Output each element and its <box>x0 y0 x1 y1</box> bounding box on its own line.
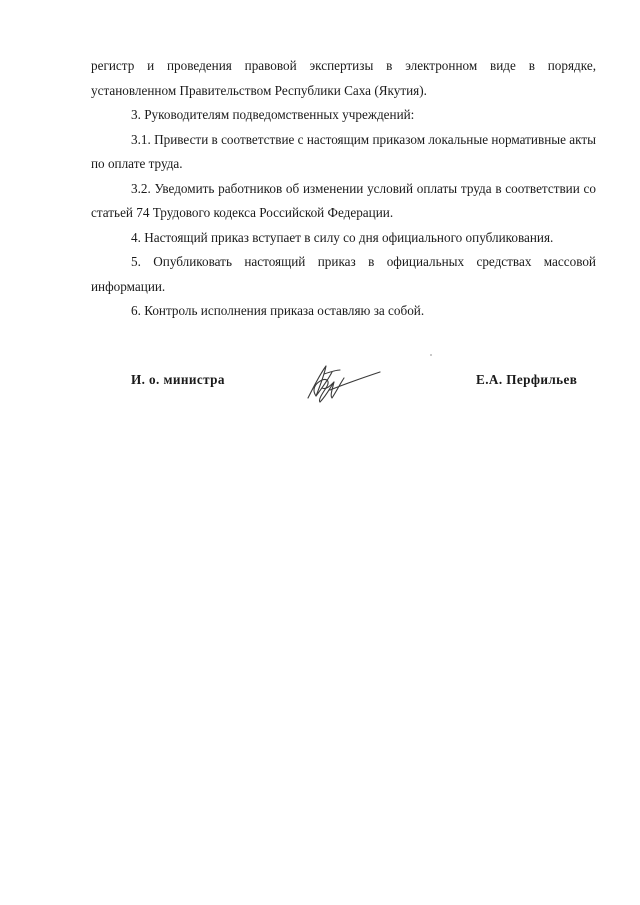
signature-block <box>0 372 640 422</box>
paragraph-item-5: 5. Опубликовать настоящий приказ в официальных средствах массовой информации. <box>91 254 596 294</box>
document-body <box>91 54 596 324</box>
scan-speck <box>430 354 432 356</box>
paragraph-item-6: 6. Контроль исполнения приказа оставляю за собой. <box>131 303 425 318</box>
paragraph-continuation: регистр и проведения правовой экспертизы в электронном виде в порядке, установленном Правительством Республики Саха (Якутия). <box>91 58 596 98</box>
paragraph-item-3-2: 3.2. Уведомить работников об изменении условий оплаты труда в соответствии со статьей 74 Трудового кодекса Российской Федерации. <box>91 180 596 220</box>
signatory-name: Е.А. Перфильев <box>476 372 578 387</box>
paragraph-item-4: 4. Настоящий приказ вступает в силу со дня официального опубликования. <box>131 229 554 245</box>
signatory-position: И. о. министра <box>131 372 225 387</box>
paragraph-item-3: 3. Руководителям подведомственных учреждений: <box>131 107 415 122</box>
paragraph-item-3-1: 3.1. Привести в соответствие с настоящим приказом локальные нормативные акты по оплате труда. <box>91 131 596 171</box>
handwritten-signature <box>300 360 390 412</box>
